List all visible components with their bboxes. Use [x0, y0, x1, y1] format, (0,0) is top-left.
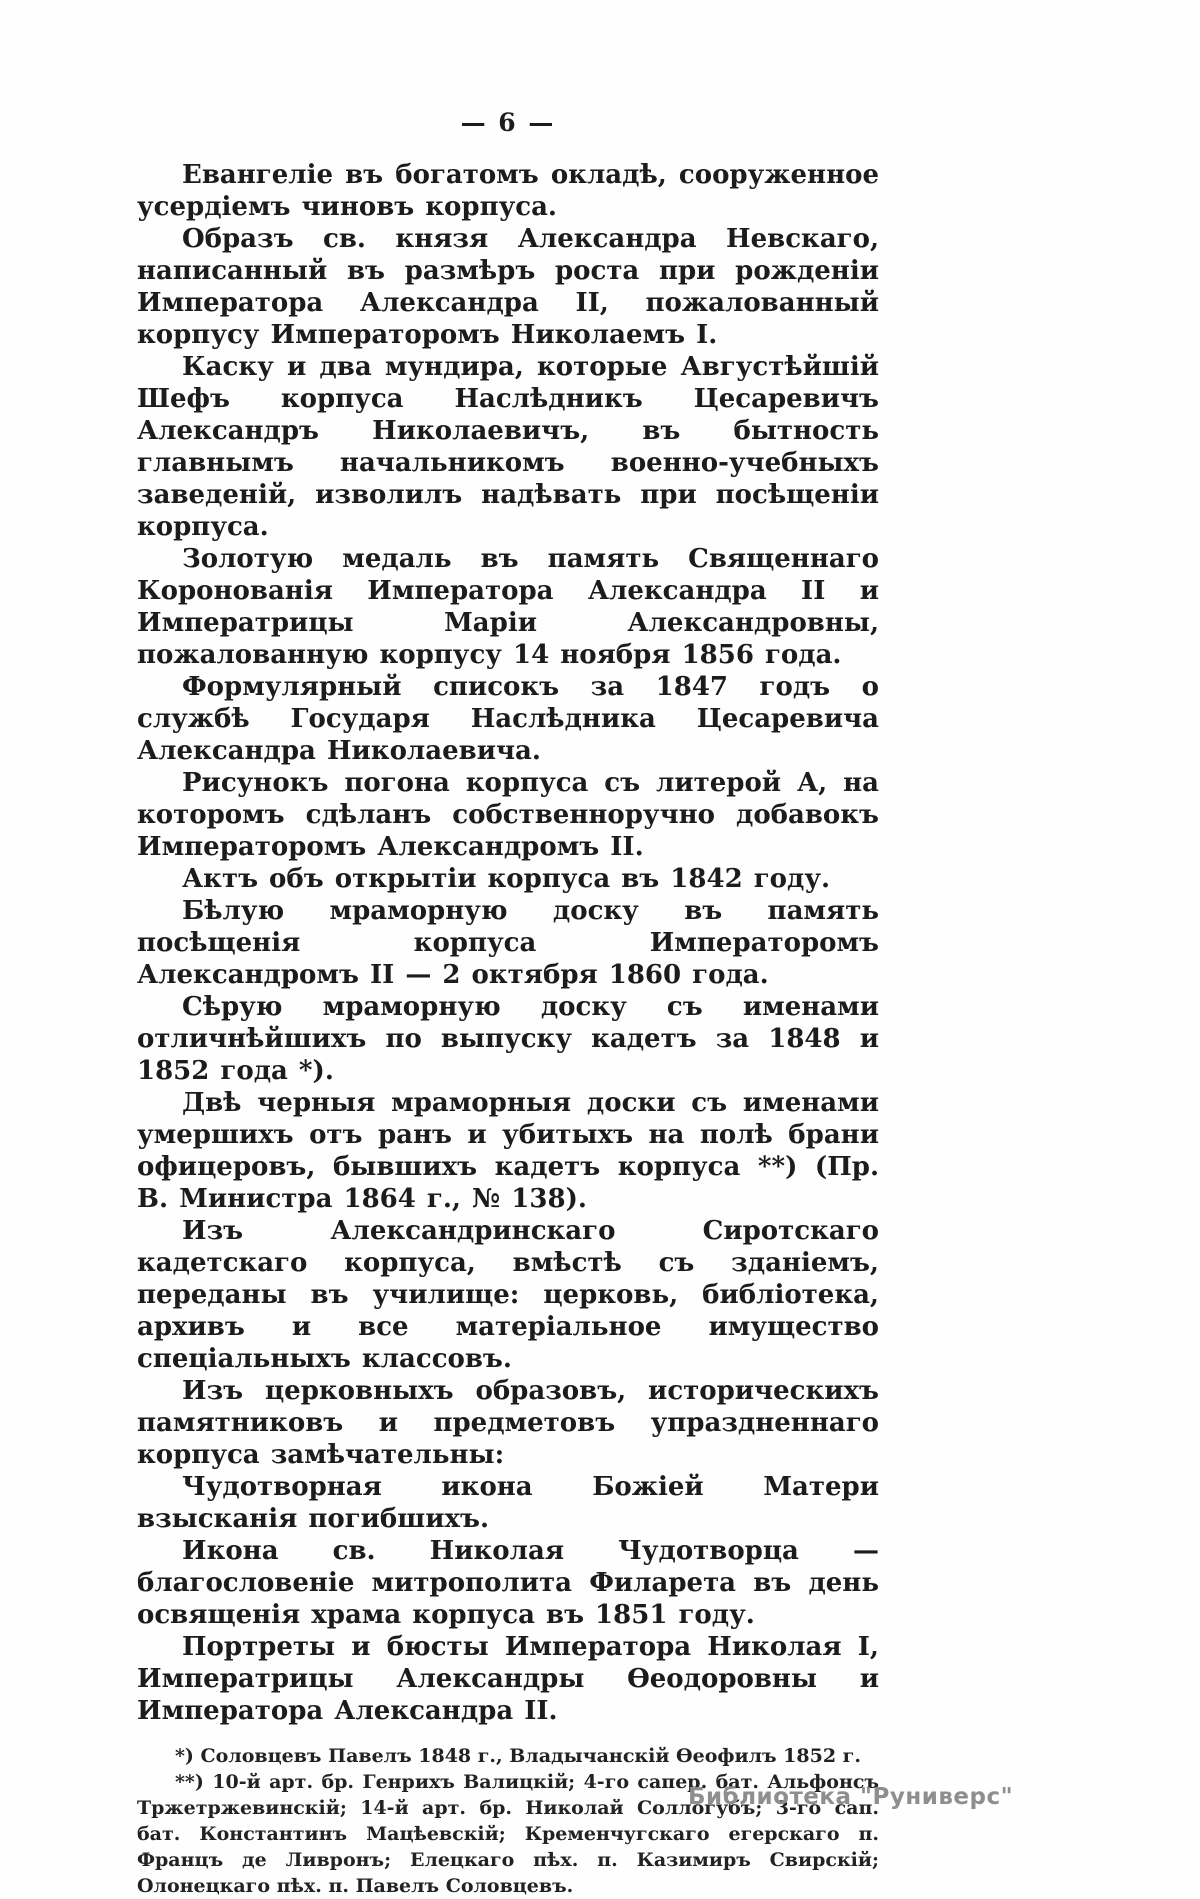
- text-block: [137, 108, 879, 1899]
- paragraph: Евангеліе въ богатомъ окладѣ, сооруженное усердіемъ чиновъ корпуса.: [137, 160, 879, 222]
- footnote: **) 10-й арт. бр. Генрихъ Валицкій; 4-го сапер. бат. Альфонсъ Тржетржевинскій; 14-й арт. бр. Николай Соллогубъ; 3-го сап. бат. Константинъ Мацѣевскій; Кременчугскаго егерскаго п. Францъ де Ливронъ; Елецкаго пѣх. п. Казимиръ Свирскій; Олонецкаго пѣх. п. Павелъ Соловцевъ.: [137, 1771, 879, 1897]
- paragraph: Изъ Александринскаго Сиротскаго кадетскаго корпуса, вмѣстѣ съ зданіемъ, переданы въ училище: церковь, библіотека, архивъ и все матеріальное имущество спеціальныхъ классовъ.: [137, 1216, 879, 1374]
- main-text: [137, 159, 879, 1727]
- paragraph: Формулярный списокъ за 1847 годъ о службѣ Государя Наслѣдника Цесаревича Александра Николаевича.: [137, 672, 879, 766]
- paragraph: Двѣ черныя мраморныя доски съ именами умершихъ отъ ранъ и убитыхъ на полѣ брани офицеровъ, бывшихъ кадетъ корпуса **) (Пр. В. Министра 1864 г., № 138).: [137, 1088, 879, 1214]
- page-number: [137, 108, 879, 137]
- paragraph: Икона св. Николая Чудотворца — благословеніе митрополита Филарета въ день освященія храма корпуса въ 1851 году.: [137, 1536, 879, 1630]
- footnotes-block: [137, 1743, 879, 1899]
- paragraph: Портреты и бюсты Императора Николая I, Императрицы Александры Ѳеодоровны и Императора Александра II.: [137, 1632, 879, 1726]
- paragraph: Чудотворная икона Божіей Матери взысканія погибшихъ.: [137, 1472, 879, 1534]
- watermark: Библиотека "Руниверс": [688, 1784, 1014, 1810]
- paragraph: Актъ объ открытіи корпуса въ 1842 году.: [182, 864, 831, 894]
- paragraph: Золотую медаль въ память Священнаго Коронованія Императора Александра II и Императрицы Маріи Александровны, пожалованную корпусу 14 ноября 1856 года.: [137, 544, 879, 670]
- paragraph: Бѣлую мраморную доску въ память посѣщенія корпуса Императоромъ Александромъ II — 2 октября 1860 года.: [137, 896, 879, 990]
- paragraph: Каску и два мундира, которые Августѣйшій Шефъ корпуса Наслѣдникъ Цесаревичъ Александръ Николаевичъ, въ бытность главнымъ начальникомъ военно-учебныхъ заведеній, изволилъ надѣвать при посѣщеніи корпуса.: [137, 352, 879, 542]
- paragraph: Изъ церковныхъ образовъ, историческихъ памятниковъ и предметовъ упраздненнаго корпуса замѣчательны:: [137, 1376, 879, 1470]
- paragraph: Рисунокъ погона корпуса съ литерой А, на которомъ сдѣланъ собственноручно добавокъ Императоромъ Александромъ II.: [137, 768, 879, 862]
- page-number-label: — 6 —: [460, 108, 556, 137]
- paragraph: Сѣрую мраморную доску съ именами отличнѣйшихъ по выпуску кадетъ за 1848 и 1852 года *).: [137, 992, 879, 1086]
- footnote: *) Соловцевъ Павелъ 1848 г., Владычанскій Ѳеофилъ 1852 г.: [175, 1745, 861, 1767]
- paragraph: Образъ св. князя Александра Невскаго, написанный въ размѣръ роста при рожденіи Императора Александра II, пожалованный корпусу Императоромъ Николаемъ I.: [137, 224, 879, 350]
